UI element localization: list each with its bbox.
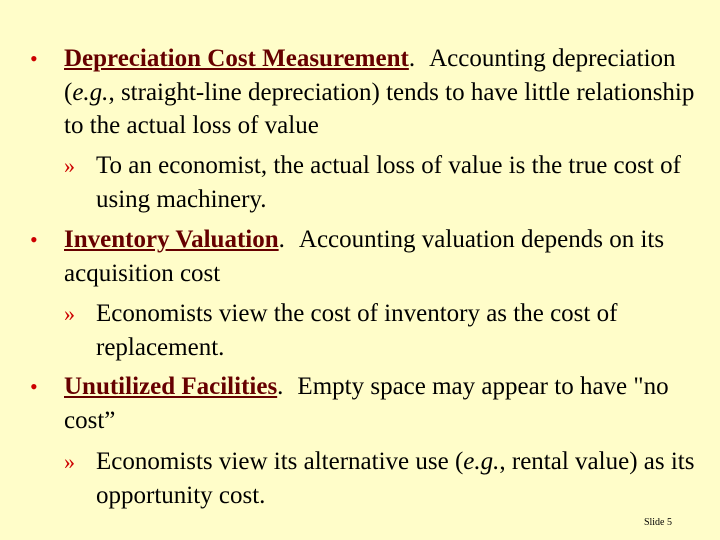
sub-text-before: Economists view its alternative use (	[96, 448, 464, 475]
bullet-marker: •	[30, 46, 38, 71]
bullet-marker: •	[30, 374, 38, 399]
slide-number: Slide 5	[643, 517, 672, 528]
term-period: .	[408, 45, 416, 72]
italic-eg: e.g.	[72, 78, 109, 106]
sub-marker: »	[64, 301, 75, 326]
sub-text-after: , rental value) as its opportunity cost.	[96, 448, 695, 509]
term-inventory: Inventory Valuation	[64, 226, 279, 253]
bullet-text: Accounting depreciation (	[64, 45, 676, 106]
sub-text: Economists view the cost of inventory as the cost of replacement.	[96, 300, 618, 361]
term-depreciation: Depreciation Cost Measurement	[64, 45, 409, 72]
bullet-marker: •	[30, 227, 38, 252]
term-period: .	[277, 373, 284, 400]
bullet-text-after: , straight-line depreciation) tends to have little relationship to the actual loss of value	[64, 78, 695, 139]
bullet-inventory	[30, 223, 712, 290]
italic-eg: e.g.	[463, 448, 500, 475]
bullet-depreciation	[30, 42, 712, 143]
sub-marker: »	[64, 153, 75, 178]
sub-bullet-inventory	[64, 297, 708, 364]
sub-text: To an economist, the actual loss of value is the true cost of using machinery.	[96, 152, 681, 213]
sub-bullet-facilities	[64, 445, 708, 512]
term-period: .	[278, 226, 285, 253]
sub-marker: »	[64, 449, 75, 474]
bullet-text: Empty space may appear to have "no cost”	[64, 373, 669, 434]
sub-bullet-depreciation	[64, 149, 708, 216]
bullet-facilities	[30, 370, 712, 437]
term-facilities: Unutilized Facilities	[64, 373, 278, 400]
bullet-text: Accounting valuation depends on its acquisition cost	[64, 226, 665, 287]
